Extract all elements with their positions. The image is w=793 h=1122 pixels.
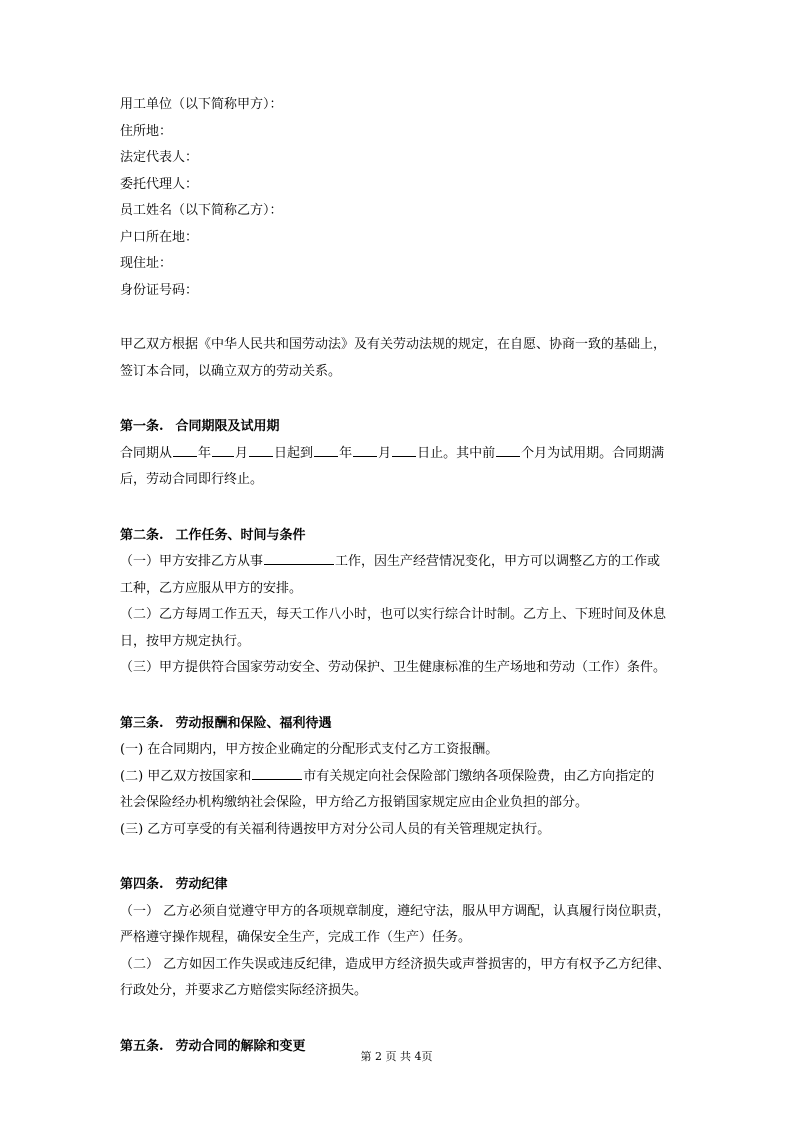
- text-segment: (二) 甲乙双方按国家和: [120, 768, 252, 784]
- article-title: 劳动报酬和保险、福利待遇: [175, 715, 332, 731]
- article-2-clause-1-cont: 工种，乙方应服从甲方的安排。: [120, 580, 303, 596]
- article-1-heading: [120, 414, 680, 441]
- article-4-clause-1: （一） 乙方必须自觉遵守甲方的各项规章制度，遵纪守法，服从甲方调配，认真履行岗位职责，: [120, 903, 671, 919]
- spacer: [120, 1005, 680, 1033]
- article-number: 第二条.: [120, 527, 164, 543]
- article-title: 劳动合同的解除和变更: [175, 1038, 306, 1054]
- article-title: 劳动纪律: [175, 877, 228, 892]
- blank-field: [249, 442, 273, 457]
- article-2-heading: [120, 523, 680, 550]
- preamble-line-1: 甲乙双方根据《中华人民共和国劳动法》及有关劳动法规的规定，在自愿、协商一致的基础上，: [120, 337, 667, 352]
- text-segment: 月: [378, 445, 392, 461]
- spacer: [120, 682, 680, 710]
- text-segment: 合同期从: [120, 445, 173, 461]
- article-number: 第五条.: [120, 1038, 164, 1054]
- article-number: 第一条.: [120, 419, 164, 434]
- text-segment: 日起到: [274, 445, 314, 461]
- article-4-clause-1-cont: 严格遵守操作规程，确保安全生产，完成工作（生产）任务。: [120, 930, 472, 945]
- employee-line: 员工姓名（以下简称乙方）：: [120, 203, 283, 218]
- hukou-line: 户口所在地：: [120, 229, 199, 245]
- blank-field: [212, 442, 234, 457]
- text-segment: 市有关规定向社会保险部门缴纳各项保险费，由乙方向指定的: [303, 768, 655, 784]
- blank-field: [314, 442, 338, 457]
- blank-field: [173, 442, 197, 457]
- article-2-clause-1: [120, 549, 680, 576]
- text-segment: 日止。其中前: [417, 445, 496, 461]
- preamble-line-2: 签订本合同，以确立双方的劳动关系。: [120, 363, 342, 379]
- article-3-clause-3: (三) 乙方可享受的有关福利待遇按甲方对分公司人员的有关管理规定执行。: [120, 821, 551, 837]
- text-segment: （一）甲方安排乙方从事: [120, 554, 264, 569]
- page-number: 第 2 页 共 4页: [360, 1050, 433, 1063]
- article-title: 合同期限及试用期: [175, 419, 280, 434]
- employer-line: 用工单位（以下简称甲方）：: [120, 97, 283, 112]
- article-number: 第三条.: [120, 715, 164, 731]
- text-segment: 年: [198, 445, 212, 461]
- article-1-term-line: [120, 441, 680, 468]
- spacer: [120, 304, 680, 332]
- article-4-clause-2: （二） 乙方如因工作失误或违反纪律，造成甲方经济损失或声誉损害的，甲方有权予乙方纪律、: [120, 956, 671, 972]
- blank-field: [353, 442, 377, 457]
- blank-field: [496, 442, 520, 457]
- text-segment: 个月为试用期。合同期满: [521, 445, 665, 461]
- spacer: [120, 843, 680, 871]
- agent-line: 委托代理人：: [120, 176, 199, 192]
- blank-field: [264, 550, 334, 565]
- blank-field: [252, 765, 302, 780]
- spacer: [120, 494, 680, 522]
- id-number-line: 身份证号码：: [120, 282, 199, 298]
- article-4-clause-2-cont: 行政处分，并要求乙方赔偿实际经济损失。: [120, 983, 368, 998]
- article-title: 工作任务、时间与条件: [175, 527, 306, 543]
- text-segment: 月: [235, 445, 249, 461]
- blank-field: [392, 442, 416, 457]
- article-2-clause-3: （三）甲方提供符合国家劳动安全、劳动保护、卫生健康标准的生产场地和劳动（工作）条件。: [120, 660, 667, 675]
- spacer: [120, 385, 680, 413]
- text-segment: 工作，因生产经营情况变化，甲方可以调整乙方的工作或: [335, 554, 661, 569]
- contract-body: [120, 92, 680, 1060]
- article-4-heading: [120, 872, 680, 899]
- article-3-clause-2: [120, 764, 680, 791]
- article-number: 第四条.: [120, 877, 164, 892]
- article-1-line-2: 后，劳动合同即行终止。: [120, 472, 264, 487]
- article-3-heading: [120, 711, 680, 738]
- article-2-clause-2-cont: 日，按甲方规定执行。: [120, 633, 251, 649]
- article-3-clause-1: (一) 在合同期内，甲方按企业确定的分配形式支付乙方工资报酬。: [120, 742, 499, 757]
- text-segment: 年: [339, 445, 353, 461]
- article-2-clause-2: （二）乙方每周工作五天，每天工作八小时，也可以实行综合计时制。乙方上、下班时间及休息: [120, 607, 667, 622]
- legal-rep-line: 法定代表人：: [120, 150, 199, 165]
- current-address-line: 现住址：: [120, 256, 173, 271]
- address-line: 住所地：: [120, 123, 173, 139]
- article-3-clause-2-cont: 社会保险经办机构缴纳社会保险，甲方给乙方报销国家规定应由企业负担的部分。: [120, 795, 589, 810]
